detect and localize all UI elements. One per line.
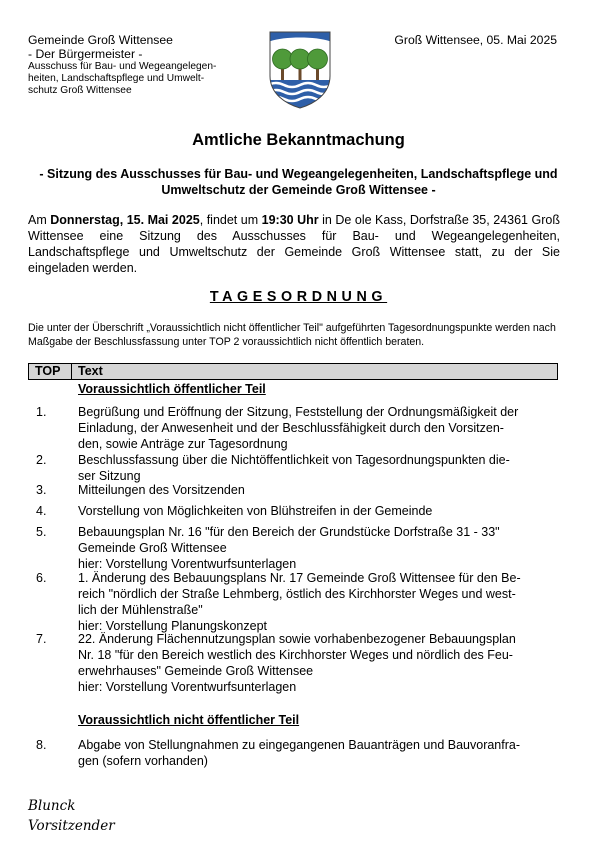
agenda-item-text [78, 404, 548, 452]
agenda-item-number: 1. [36, 405, 47, 419]
agenda-item-text [78, 524, 548, 572]
committee-line-2: heiten, Landschaftspflege und Umwelt- [28, 73, 205, 84]
meeting-subtitle: - Sitzung des Ausschusses für Bau- und Wegeangelegenheiten, Landschaftspflege und Umweltschutz der Gemeinde Groß Wittensee - [39, 167, 558, 197]
intro-am: Am [28, 213, 51, 227]
item-line: reich "nördlich der Straße Lehmberg, östlich des Kirchhorster Weges und west- [78, 587, 516, 601]
agenda-item-number: 8. [36, 738, 47, 752]
nonpublic-note: Die unter der Überschrift „Voraussichtlich nicht öffentlicher Teil" aufgeführten Tagesordnungspunkte werden nach Maßgabe der Beschlussfassung unter TOP 2 voraussichtlich nicht öffentlich beraten. [28, 322, 556, 348]
meeting-date: Donnerstag, 15. Mai 2025 [50, 213, 200, 227]
item-line: 22. Änderung Flächennutzungsplan sowie vorhabenbezogener Bebauungsplan [78, 632, 516, 646]
meeting-time: 19:30 Uhr [261, 213, 319, 227]
item-line: 1. Änderung des Bebauungsplans Nr. 17 Gemeinde Groß Wittensee für den Be- [78, 571, 521, 585]
item-line: Einladung, der Anwesenheit und der Beschlussfähigkeit durch den Vorsitzen- [78, 421, 504, 435]
item-line: hier: Vorstellung Planungskonzept [78, 619, 268, 633]
item-line: Gemeinde Groß Wittensee [78, 541, 227, 555]
committee-line-3: schutz Groß Wittensee [28, 85, 132, 96]
agenda-item-text [78, 503, 548, 519]
agenda-item-number: 2. [36, 453, 47, 467]
committee-line-1: Ausschuss für Bau- und Wegeangelegen- [28, 61, 217, 72]
signature-role: Vorsitzender [28, 818, 115, 834]
agenda-item-text [78, 631, 548, 695]
item-line: Mitteilungen des Vorsitzenden [78, 483, 245, 497]
column-top-header: TOP [35, 364, 61, 378]
agenda-item-number: 5. [36, 525, 47, 539]
item-line: erwehrhauses" Gemeinde Groß Wittensee [78, 664, 314, 678]
item-line: ser Sitzung [78, 469, 141, 483]
item-line: hier: Vorstellung Vorentwurfsunterlagen [78, 680, 297, 694]
item-line: Abgabe von Stellungnahmen zu eingegangenen Bauanträgen und Bauvoranfra- [78, 738, 521, 752]
item-line: Beschlussfassung über die Nichtöffentlichkeit von Tagesordnungspunkten die- [78, 453, 510, 467]
public-section-heading: Voraussichtlich öffentlicher Teil [78, 382, 266, 396]
intro-paragraph [28, 212, 560, 276]
item-line: den, sowie Anträge zur Tagesordnung [78, 437, 288, 451]
item-line: Begrüßung und Eröffnung der Sitzung, Feststellung der Ordnungsmäßigkeit der [78, 405, 519, 419]
item-line: gen (sofern vorhanden) [78, 754, 208, 768]
item-line: Nr. 18 "für den Bereich westlich des Kirchhorster Weges und nördlich des Feu- [78, 648, 513, 662]
column-text-header: Text [78, 364, 103, 378]
agenda-item-number: 7. [36, 632, 47, 646]
mayor-line: - Der Bürgermeister - [28, 47, 143, 61]
signature-name: Blunck [28, 798, 76, 814]
item-line: Bebauungsplan Nr. 16 "für den Bereich der Grundstücke Dorfstraße 31 - 33" [78, 525, 500, 539]
agenda-item-text [78, 570, 548, 634]
item-line: lich der Mühlenstraße" [78, 603, 203, 617]
item-line: Vorstellung von Möglichkeiten von Blühstreifen in der Gemeinde [78, 504, 433, 518]
agenda-heading: TAGESORDNUNG [209, 289, 388, 305]
agenda-table-header [28, 363, 558, 380]
agenda-item-number: 4. [36, 504, 47, 518]
agenda-item-number: 6. [36, 571, 47, 585]
nonpublic-section-heading: Voraussichtlich nicht öffentlicher Teil [78, 713, 300, 727]
municipal-crest-icon [268, 30, 332, 110]
municipality-name: Gemeinde Groß Wittensee [28, 33, 173, 47]
header-divider [71, 364, 72, 379]
agenda-item-number: 3. [36, 483, 47, 497]
agenda-item-text [78, 482, 548, 498]
place-date: Groß Wittensee, 05. Mai 2025 [394, 33, 557, 47]
agenda-item-text [78, 452, 548, 484]
page-title: Amtliche Bekanntmachung [192, 131, 405, 149]
intro-mid: , findet um [199, 213, 262, 227]
intro-rest: in De ole Kass, Dorfstraße 35, 24361 Groß Wittensee eine Sitzung des Ausschusses für Bau- und Wegeangelegenheiten, Landschaftspflege und Umweltschutz der Gemeinde Groß Wittensee statt, zu der Sie eingeladen werden. [28, 213, 560, 275]
agenda-item-text [78, 737, 548, 769]
sender-block [28, 33, 216, 97]
item-line: hier: Vorstellung Vorentwurfsunterlagen [78, 557, 297, 571]
